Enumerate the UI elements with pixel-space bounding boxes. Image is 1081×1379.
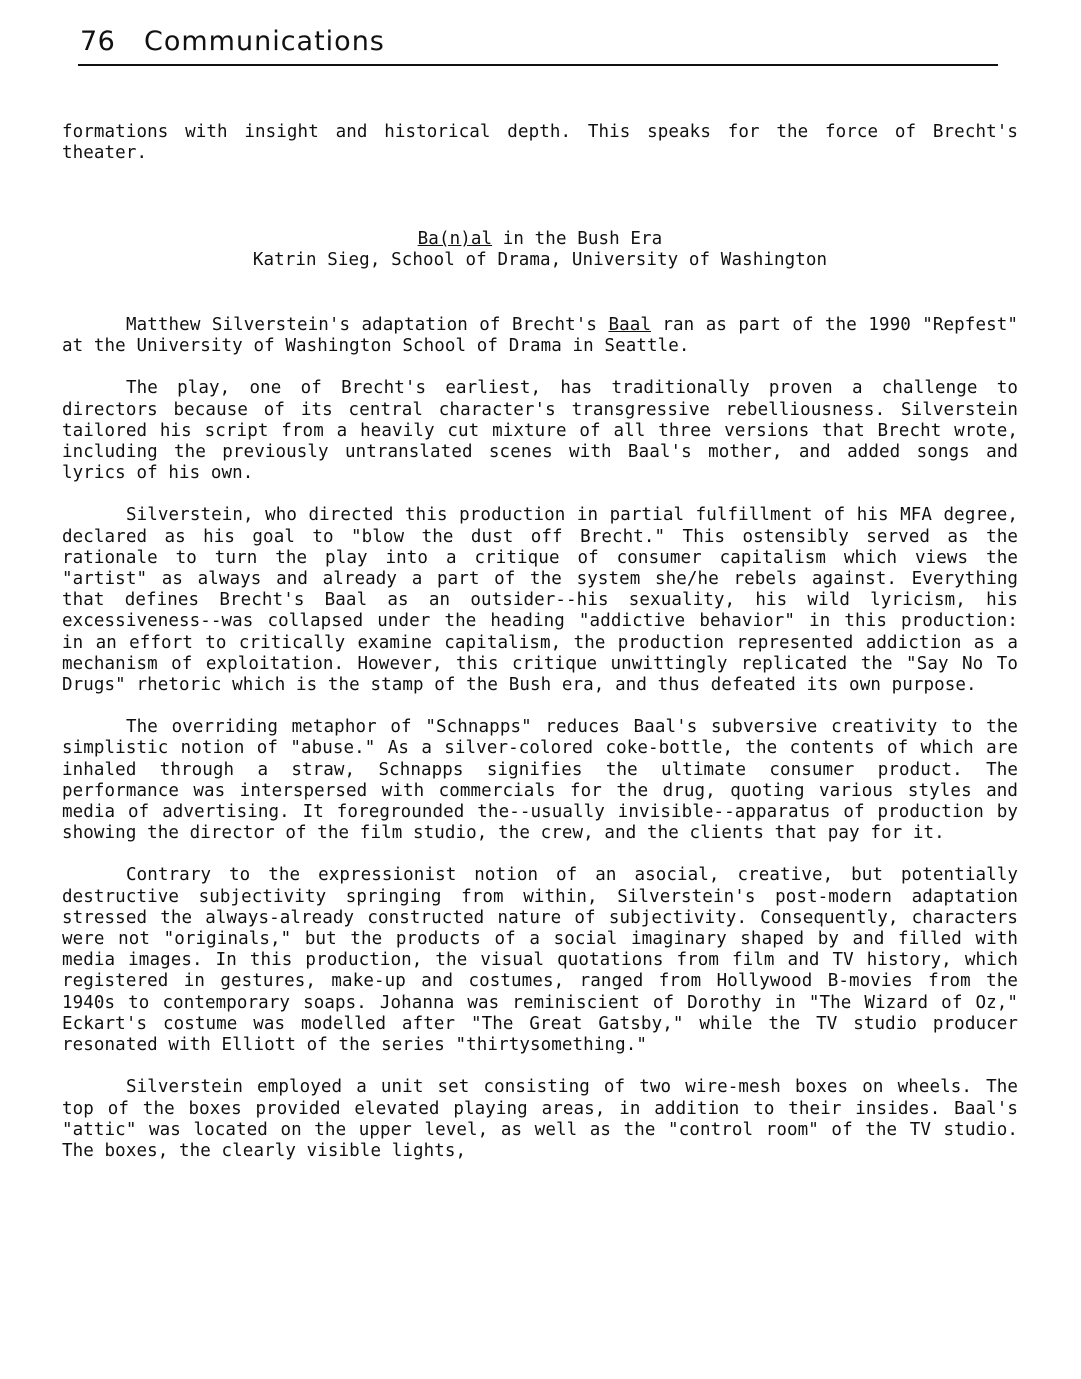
paragraph-1-text-b: ran as part of the 1990 "Repfest" at the University of Washington School of Drama in Seattle.	[62, 315, 1018, 357]
article-heading	[62, 229, 1018, 271]
paragraph-4: The overriding metaphor of "Schnapps" reduces Baal's subversive creativity to the simplistic notion of "abuse." As a silver-colored coke-bottle, the contents of which are inhaled through a straw, Schnapps signifies the ultimate consumer product. The performance was interspersed with commercials for the drug, quoting various styles and media of advertising. It foregrounded the--usually invisible--apparatus of production by showing the director of the film studio, the crew, and the clients that pay for it.	[62, 717, 1018, 844]
article-byline: Katrin Sieg, School of Drama, University of Washington	[252, 250, 828, 271]
paragraph-1	[62, 315, 1018, 357]
paragraph-6: Silverstein employed a unit set consisting of two wire-mesh boxes on wheels. The top of the boxes provided elevated playing areas, in addition to their insides. Baal's "attic" was located on the upper level, as well as the "control room" of the TV studio. The boxes, the clearly visible lights,	[62, 1077, 1018, 1161]
page-number: 76	[80, 26, 116, 57]
paragraph-5: Contrary to the expressionist notion of an asocial, creative, but potentially destructive subjectivity springing from within, Silverstein's post-modern adaptation stressed the always-already constructed nature of subjectivity. Consequently, characters were not "originals," but the products of a social imaginary shaped by and filled with media images. In this production, the visual quotations from film and TV history, which registered in gestures, make-up and costumes, ranged from Hollywood B-movies from the 1940s to contemporary soaps. Johanna was reminiscient of Dorothy in "The Wizard of Oz," Eckart's costume was modelled after "The Great Gatsby," while the TV studio producer resonated with Elliott of the series "thirtysomething."	[62, 865, 1018, 1056]
article-title-rest: in the Bush Era	[492, 229, 663, 249]
intro-paragraph: formations with insight and historical depth. This speaks for the force of Brecht's theater.	[62, 122, 1018, 164]
paragraph-2: The play, one of Brecht's earliest, has traditionally proven a challenge to directors because of its central character's transgressive rebelliousness. Silverstein tailored his script from a heavily cut mixture of all three versions that Brecht wrote, including the previously untranslated scenes with Baal's mother, and added songs and lyrics of his own.	[62, 378, 1018, 484]
article-title	[62, 229, 1018, 250]
paragraph-3: Silverstein, who directed this production in partial fulfillment of his MFA degree, declared as his goal to "blow the dust off Brecht." This ostensibly served as the rationale to turn the play into a critique of consumer capitalism which views the "artist" as always and already a part of the system she/he rebels against. Everything that defines Brecht's Baal as an outsider--his sexuality, his wild lyricism, his excessiveness--was collapsed under the heading "addictive behavior" in this production: in an effort to critically examine capitalism, the production represented addiction as a mechanism of exploitation. However, this critique unwittingly replicated the "Say No To Drugs" rhetoric which is the stamp of the Bush era, and thus defeated its own purpose.	[62, 505, 1018, 696]
section-title: Communications	[144, 26, 385, 57]
article-body	[62, 315, 1018, 1162]
paragraph-1-text-a: Matthew Silverstein's adaptation of Brecht's	[126, 315, 609, 335]
running-header	[78, 24, 998, 66]
article-title-underlined: Ba(n)al	[417, 229, 493, 249]
play-title-baal: Baal	[608, 315, 651, 335]
intro-block	[62, 122, 1018, 164]
